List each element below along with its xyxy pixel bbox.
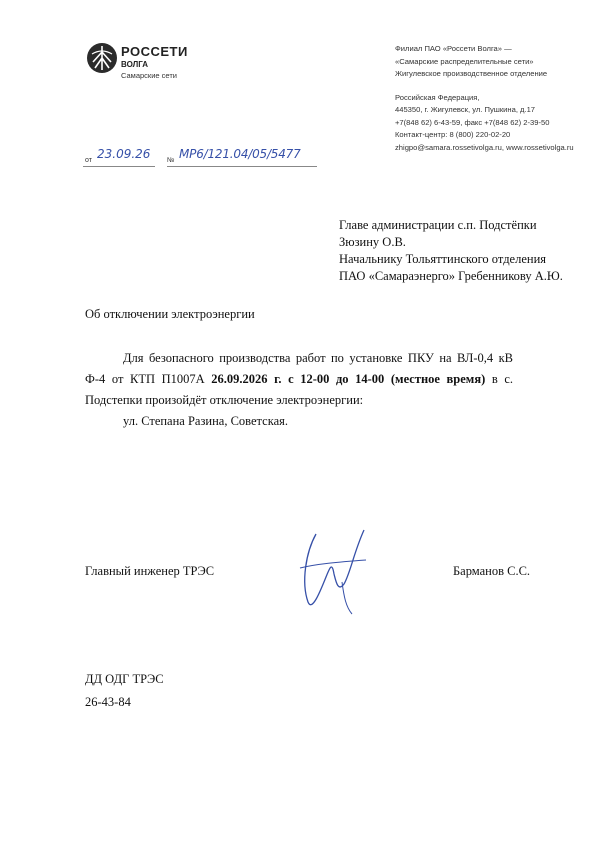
org-address: 445350, г. Жигулевск, ул. Пушкина, д.17 [395, 105, 536, 114]
org-line: Жигулевское производственное отделение [395, 69, 548, 78]
addressee-line: Зюзину О.В. [339, 235, 406, 249]
body-text-part2: в с. Подстепки произойдёт отключение электроэнергии: [85, 372, 514, 407]
org-line: Российская Федерация, [395, 92, 480, 102]
org-contact-center: Контакт-центр: 8 (800) 220-02-20 [395, 130, 511, 139]
addressee-line: Начальнику Тольяттинского отделения [339, 252, 547, 266]
org-line: Филиал ПАО «Россети Волга» — [395, 44, 512, 53]
body-text-part1: Для безопасного производства работ по установке ПКУ на ВЛ-0,4 кВ Ф-4 от КТП П1007А [85, 351, 513, 386]
outage-time: 26.09.2026 г. с 12-00 до 14-00 (местное время) [211, 372, 486, 386]
logo-title: РОССЕТИ [121, 44, 188, 59]
handwritten-number: МР6/121.04/05/5477 [179, 147, 301, 161]
number-prefix: № [167, 157, 175, 164]
rosseti-logo-icon [86, 42, 118, 74]
signatory-name: Барманов С.С. [453, 564, 531, 578]
body-paragraph [85, 348, 513, 411]
number-underline [167, 166, 317, 167]
handwritten-signature [286, 522, 386, 617]
org-phone: +7(848 62) 6-43-59, факс +7(848 62) 2-39-50 [395, 117, 550, 127]
letter-subject: Об отключении электроэнергии [85, 307, 255, 321]
org-line: «Самарские распределительные сети» [395, 56, 534, 66]
addressee-line: Главе администрации с.п. Подстёпки [339, 218, 537, 232]
dispatch-phone: 26-43-84 [85, 695, 131, 709]
addressee-block [339, 217, 563, 285]
addressee-line: ПАО «Самараэнерго» Гребенникову А.Ю. [339, 269, 563, 283]
signatory-role: Главный инженер ТРЭС [85, 564, 215, 578]
dispatch-department: ДД ОДГ ТРЭС [85, 672, 164, 686]
date-underline [83, 166, 155, 167]
date-prefix: от [85, 157, 92, 164]
logo-subtitle: ВОЛГА [121, 60, 149, 69]
letter-body [85, 348, 513, 432]
organization-header [395, 43, 595, 154]
logo-region: Самарские сети [121, 71, 177, 80]
handwritten-date: 23.09.26 [97, 147, 151, 161]
org-email-web: zhigpo@samara.rossetivolga.ru, www.rossetivolga.ru [395, 142, 574, 152]
streets-list: ул. Степана Разина, Советская. [123, 414, 289, 428]
